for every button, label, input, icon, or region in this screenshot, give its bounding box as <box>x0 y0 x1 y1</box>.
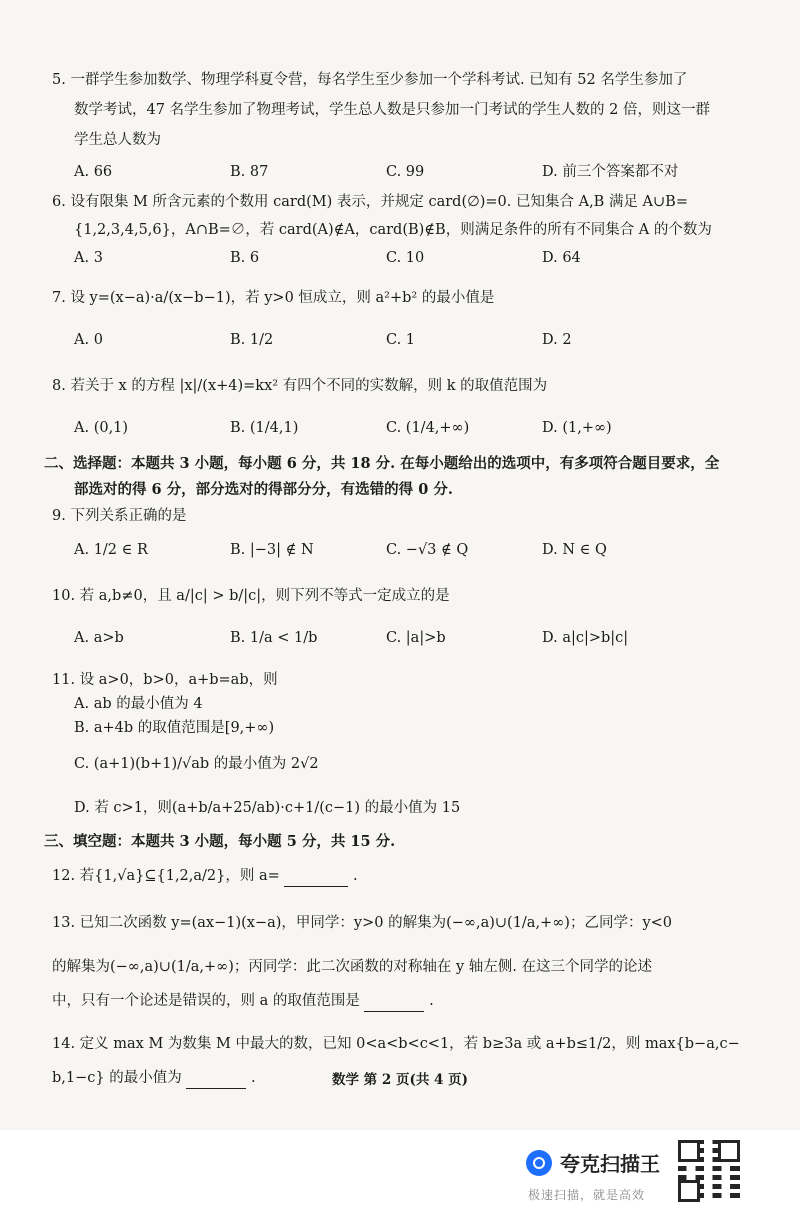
options-row <box>52 162 752 182</box>
option-c: C. 10 <box>386 250 425 266</box>
question-line <box>52 991 752 1012</box>
section-line: 部选对的得 6 分，部分选对的得部分分，有选错的得 0 分. <box>74 481 453 498</box>
option-b: B. |−3| ∉ N <box>230 542 314 558</box>
option-d: D. 前三个答案都不对 <box>542 164 679 180</box>
option-b: B. 6 <box>230 250 260 266</box>
options-row <box>52 628 752 648</box>
question-line <box>52 866 752 887</box>
answer-blank[interactable] <box>284 866 348 887</box>
page-footer: 数学 第 2 页(共 4 页) <box>331 1072 469 1088</box>
question-text: b,1−c} 的最小值为 <box>52 1070 182 1086</box>
option-b: B. (1/4,1) <box>230 420 299 436</box>
option-a: A. 0 <box>74 332 103 348</box>
options-row <box>52 330 752 350</box>
option-c: C. |a|>b <box>386 630 446 646</box>
option-d: D. 2 <box>542 332 572 348</box>
option-c: C. 1 <box>386 332 416 348</box>
question-end: . <box>429 993 434 1009</box>
section-3-heading <box>44 832 752 852</box>
question-9 <box>52 506 752 560</box>
question-line: 9. 下列关系正确的是 <box>52 508 187 524</box>
option-a: A. a>b <box>74 630 124 646</box>
option-d: D. 若 c>1，则(a+b/a+25/ab)·c+1/(c−1) 的最小值为 15 <box>74 800 461 816</box>
options-row <box>52 248 752 268</box>
section-line: 三、填空题：本题共 3 小题，每小题 5 分，共 15 分. <box>44 833 396 850</box>
question-line: 14. 定义 max M 为数集 M 中最大的数，已知 0<a<b<c<1，若 b≥3a 或 a+b≤1/2，则 max{b−a,c− <box>52 1036 740 1052</box>
option-d: D. (1,+∞) <box>542 420 612 436</box>
question-line: 的解集为(−∞,a)∪(1/a,+∞)；丙同学：此二次函数的对称轴在 y 轴左侧. 在这三个同学的论述 <box>52 959 652 975</box>
option-a: A. 66 <box>74 164 113 180</box>
option-b: B. 1/a < 1/b <box>230 630 318 646</box>
qr-code-icon <box>678 1140 740 1202</box>
brand-header <box>526 1148 660 1177</box>
question-13 <box>52 913 752 1012</box>
question-line: 5. 一群学生参加数学、物理学科夏令营，每名学生至少参加一个学科考试. 已知有 52 名学生参加了 <box>52 72 688 88</box>
option-d: D. a|c|>b|c| <box>542 630 629 646</box>
question-end: . <box>353 868 358 884</box>
section-line: 二、选择题：本题共 3 小题，每小题 6 分，共 18 分. 在每小题给出的选项中，有多项符合题目要求，全 <box>44 455 720 472</box>
question-text: 中，只有一个论述是错误的，则 a 的取值范围是 <box>52 993 360 1009</box>
option-c: C. 99 <box>386 164 425 180</box>
brand-slogan: 极速扫描，就是高效 <box>528 1188 646 1202</box>
option-b: B. a+4b 的取值范围是[9,+∞) <box>74 720 275 736</box>
question-10 <box>52 586 752 648</box>
question-line: 7. 设 y=(x−a)·a/(x−b−1)，若 y>0 恒成立，则 a²+b² 的最小值是 <box>52 290 495 306</box>
question-line: 8. 若关于 x 的方程 |x|/(x+4)=kx² 有四个不同的实数解，则 k 的取值范围为 <box>52 378 548 394</box>
quark-logo-icon <box>526 1150 552 1176</box>
qr-corner-icon <box>678 1140 700 1162</box>
option-c: C. −√3 ∉ Q <box>386 542 469 558</box>
option-a: A. (0,1) <box>74 420 129 436</box>
option-d: D. 64 <box>542 250 581 266</box>
question-7 <box>52 288 752 350</box>
question-6 <box>52 192 752 268</box>
question-8 <box>52 376 752 438</box>
options-row <box>52 540 752 560</box>
question-content <box>44 70 752 1089</box>
section-2-heading <box>44 454 752 500</box>
option-a: A. 1/2 ∈ R <box>74 542 148 558</box>
question-line: {1,2,3,4,5,6}，A∩B=∅，若 card(A)∉A，card(B)∉B，则满足条件的所有不同集合 A 的个数为 <box>74 222 712 238</box>
question-line: 学生总人数为 <box>74 132 161 148</box>
question-end: . <box>250 1070 256 1086</box>
option-a: A. 3 <box>74 250 103 266</box>
option-c: C. (a+1)(b+1)/√ab 的最小值为 2√2 <box>74 756 319 772</box>
question-11 <box>52 670 752 818</box>
question-line: 6. 设有限集 M 所含元素的个数用 card(M) 表示，并规定 card(∅)=0. 已知集合 A,B 满足 A∪B= <box>52 194 688 210</box>
option-d: D. N ∈ Q <box>542 542 607 558</box>
qr-corner-icon <box>678 1180 700 1202</box>
brand-name: 夸克扫描王 <box>560 1152 660 1176</box>
qr-corner-icon <box>718 1140 740 1162</box>
option-b: B. 87 <box>230 164 269 180</box>
question-text: 12. 若{1,√a}⊆{1,2,a/2}，则 a= <box>52 868 280 884</box>
question-line: 11. 设 a>0，b>0，a+b=ab，则 <box>52 672 278 688</box>
question-5 <box>52 70 752 182</box>
option-b: B. 1/2 <box>230 332 274 348</box>
option-a: A. ab 的最小值为 4 <box>74 696 203 712</box>
answer-blank[interactable] <box>364 991 424 1012</box>
question-line: 10. 若 a,b≠0，且 a/|c| > b/|c|，则下列不等式一定成立的是 <box>52 588 450 604</box>
option-c: C. (1/4,+∞) <box>386 420 470 436</box>
question-line: 数学考试，47 名学生参加了物理考试，学生总人数是只参加一门考试的学生人数的 2 倍，则这一群 <box>74 102 710 118</box>
question-12 <box>52 866 752 887</box>
options-row <box>52 418 752 438</box>
question-line: 13. 已知二次函数 y=(ax−1)(x−a)，甲同学：y>0 的解集为(−∞,a)∪(1/a,+∞)；乙同学：y<0 <box>52 915 673 931</box>
